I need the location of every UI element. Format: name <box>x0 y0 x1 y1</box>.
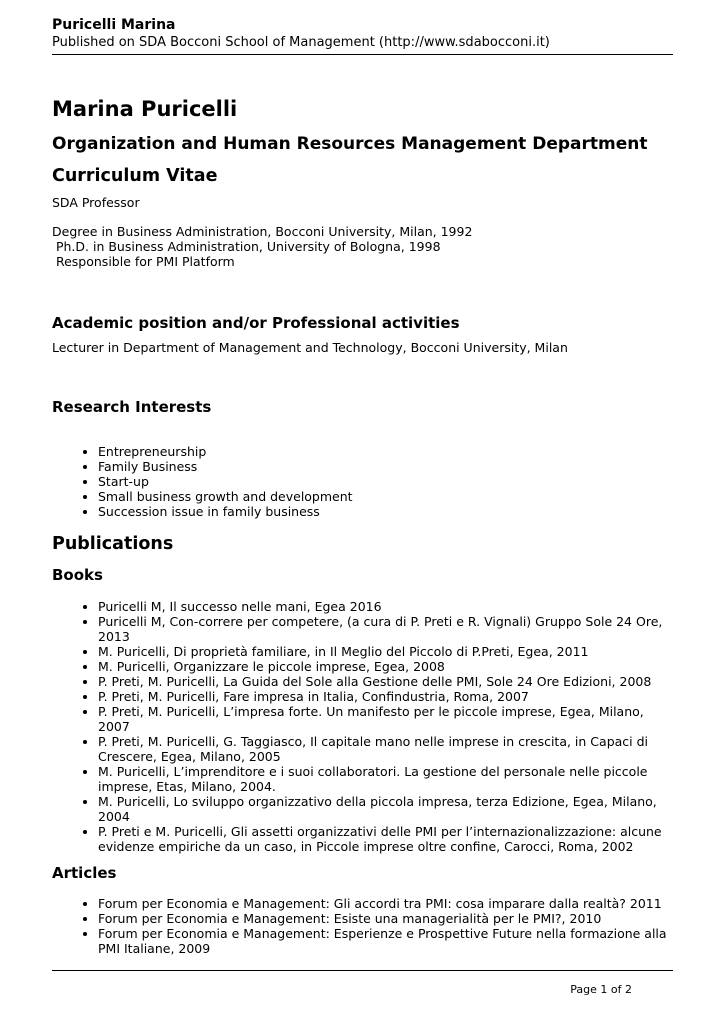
list-item: • M. Puricelli, Di proprietà familiare, in Il Meglio del Piccolo di P.Preti, Egea, 2011 <box>98 644 673 659</box>
list-item: • Family Business <box>98 459 673 474</box>
degree-line: Ph.D. in Business Administration, University of Bologna, 1998 <box>52 239 441 254</box>
cv-heading: Curriculum Vitae <box>52 166 218 186</box>
document-page <box>52 0 673 1024</box>
list-item: • Succession issue in family business <box>98 504 673 519</box>
list-item: • Entrepreneurship <box>98 444 673 459</box>
degrees-block <box>52 224 673 269</box>
degree-line: Degree in Business Administration, Bocconi University, Milan, 1992 <box>52 224 473 239</box>
articles-list <box>52 896 673 956</box>
research-heading: Research Interests <box>52 398 212 416</box>
list-item: • P. Preti, M. Puricelli, L’impresa forte. Un manifesto per le piccole imprese, Egea, Milano, 2007 <box>98 704 673 734</box>
list-item: • M. Puricelli, Organizzare le piccole imprese, Egea, 2008 <box>98 659 673 674</box>
running-header <box>52 14 673 55</box>
list-item: • Small business growth and development <box>98 489 673 504</box>
list-item: • Puricelli M, Con-correre per competere, (a cura di P. Preti e R. Vignali) Gruppo Sole 24 Ore, 2013 <box>98 614 673 644</box>
list-item: • Puricelli M, Il successo nelle mani, Egea 2016 <box>98 599 673 614</box>
list-item: • M. Puricelli, Lo sviluppo organizzativo della piccola impresa, terza Edizione, Egea, Milano, 2004 <box>98 794 673 824</box>
academic-heading: Academic position and/or Professional activities <box>52 314 460 332</box>
research-list <box>52 444 673 519</box>
articles-heading: Articles <box>52 864 117 882</box>
degree-line: Responsible for PMI Platform <box>52 254 235 269</box>
list-item: • M. Puricelli, L’imprenditore e i suoi collaboratori. La gestione del personale nelle piccole imprese, Etas, Milano, 2004. <box>98 764 673 794</box>
list-item: • Forum per Economia e Management: Esiste una managerialità per le PMI?, 2010 <box>98 911 673 926</box>
main-content <box>52 94 673 956</box>
person-name: Marina Puricelli <box>52 97 238 121</box>
publications-heading: Publications <box>52 534 174 554</box>
list-item: • P. Preti e M. Puricelli, Gli assetti organizzativi delle PMI per l’internazionalizzazione: alcune evidenze empiriche da un caso, in Piccole imprese oltre confine, Carocci, Roma, 2002 <box>98 824 673 854</box>
academic-text: Lecturer in Department of Management and Technology, Bocconi University, Milan <box>52 340 568 355</box>
list-item: • P. Preti, M. Puricelli, La Guida del Sole alla Gestione delle PMI, Sole 24 Ore Edizioni, 2008 <box>98 674 673 689</box>
books-heading: Books <box>52 566 103 584</box>
list-item: • Start-up <box>98 474 673 489</box>
role-text: SDA Professor <box>52 195 140 210</box>
header-title: Puricelli Marina <box>52 17 176 33</box>
department-heading: Organization and Human Resources Management Department <box>52 134 648 154</box>
books-list <box>52 599 673 854</box>
page-number: Page 1 of 2 <box>570 983 632 996</box>
list-item: • P. Preti, M. Puricelli, G. Taggiasco, Il capitale mano nelle imprese in crescita, in Capaci di Crescere, Egea, Milano, 2005 <box>98 734 673 764</box>
published-note: Published on SDA Bocconi School of Management (http://www.sdabocconi.it) <box>52 35 550 50</box>
list-item: • P. Preti, M. Puricelli, Fare impresa in Italia, Confindustria, Roma, 2007 <box>98 689 673 704</box>
running-footer <box>52 970 673 996</box>
list-item: • Forum per Economia e Management: Esperienze e Prospettive Future nella formazione alla PMI Italiane, 2009 <box>98 926 673 956</box>
list-item: • Forum per Economia e Management: Gli accordi tra PMI: cosa imparare dalla realtà? 2011 <box>98 896 673 911</box>
